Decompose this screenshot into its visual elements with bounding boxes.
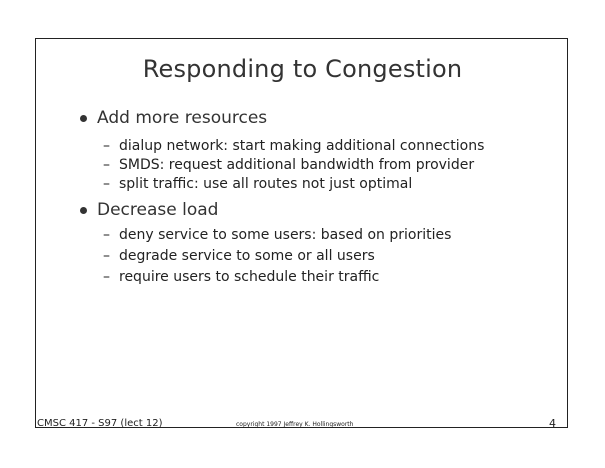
course-footer: CMSC 417 - S97 (lect 12) xyxy=(37,418,163,429)
bullet-dot-icon xyxy=(80,207,87,214)
bullet-item xyxy=(80,108,267,128)
sub-item-text: degrade service to some or all users xyxy=(119,248,375,264)
sub-item xyxy=(103,157,474,173)
sub-item-text: SMDS: request additional bandwidth from provider xyxy=(119,157,475,173)
dash-icon: – xyxy=(103,157,110,173)
dash-icon: – xyxy=(103,248,110,264)
page-number: 4 xyxy=(549,417,556,430)
bullet-text: Decrease load xyxy=(97,200,219,220)
sub-item xyxy=(103,227,451,243)
sub-item-text: dialup network: start making additional connections xyxy=(119,138,485,154)
dash-icon: – xyxy=(103,138,110,154)
bullet-text: Add more resources xyxy=(97,108,268,128)
sub-item xyxy=(103,248,375,264)
slide-title: Responding to Congestion xyxy=(142,55,463,83)
sub-item-text: require users to schedule their traffic xyxy=(119,269,380,285)
bullet-item xyxy=(80,200,218,220)
dash-icon: – xyxy=(103,227,110,243)
bullet-dot-icon xyxy=(80,115,87,122)
dash-icon: – xyxy=(103,176,110,192)
dash-icon: – xyxy=(103,269,110,285)
sub-item-text: split traffic: use all routes not just optimal xyxy=(119,176,413,192)
sub-item xyxy=(103,138,484,154)
sub-item xyxy=(103,269,379,285)
copyright-footer: copyright 1997 Jeffrey K. Hollingsworth xyxy=(236,421,354,428)
sub-item xyxy=(103,176,412,192)
sub-item-text: deny service to some users: based on priorities xyxy=(119,227,452,243)
